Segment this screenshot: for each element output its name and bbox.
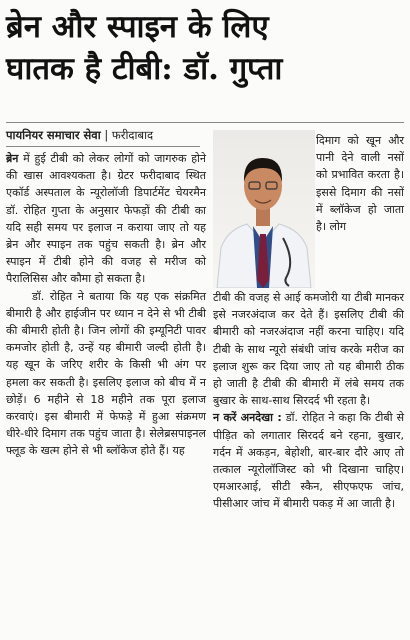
- left-paragraph-1-text: में हुई टीबी को लेकर लोगों को जागरुक होने की खास आवश्यकता है। ग्रेटर फरीदाबाद स्थित एकॉर्ड अस्पताल के न्यूरोलॉजी डिपार्टमेंट चेयरमैन डॉ. रोहित गुप्ता के अनुसार फेफड़ों की टीबी का यदि सही समय पर इलाज न कराया जाए तो यह ब्रेन और स्पाइन तक पहुंच सकती है। ब्रेन और स्पाइन में टीबी होने की वजह से मरीज को पैरालिसिस और कौमा हो सकता है।: [6, 152, 206, 286]
- headline-line-1: ब्रेन और स्पाइन के लिए: [6, 9, 269, 45]
- left-paragraph-1: [6, 150, 206, 288]
- left-column: [6, 150, 206, 460]
- byline-rule: [6, 146, 200, 147]
- headline-rule: [6, 122, 404, 123]
- author-photo: [213, 130, 315, 288]
- lead-word: ब्रेन: [6, 152, 19, 165]
- portrait-image: [213, 130, 315, 288]
- headline-line-2: घातक है टीबी: डॉ. गुप्ता: [6, 51, 283, 87]
- right-paragraph-2: [213, 409, 404, 512]
- byline-separator: |: [100, 128, 112, 142]
- right-paragraph-1: टीबी की वजह से आई कमजोरी या टीबी मानकर इसे नजरअंदाज कर देते हैं। इसलिए टीबी की बीमारी को नजरअंदाज नहीं करना चाहिए। यदि टीबी के साथ न्यूरो संबंधी जांच करके मरीज का इलाज शुरू कर दिया जाए तो यह बीमारी ठीक हो जाती है टीबी की बीमारी में लंबे समय तक बुखार के साथ-साथ सिरदर्द भी रहता है।: [213, 291, 404, 408]
- neck-shape: [256, 208, 270, 226]
- right-column-narrow: दिमाग को खून और पानी देने वाली नसों को प्रभावित करता है। इससे दिमाग की नसों में ब्लॉकेज हो जाता है। लोग: [316, 134, 404, 234]
- left-paragraph-2: डॉ. रोहित ने बताया कि यह एक संक्रमित बीमारी है और हाईजीन पर ध्यान न देने से भी टीबी की बीमारी होती है। जिन लोगों की इम्यूनिटी पावर कमजोर होती है, उन्हें यह बीमारी जल्दी होती है। यह खून के जरिए शरीर के किसी भी अंग पर हमला कर सकती है। इसलिए इलाज को बीच में न छोड़ें। 6 महीने से 18 महीने तक पूरा इलाज करवाएं। इस बीमारी में फेफड़े में हुआ संक्रमण धीरे-धीरे दिमाग तक पहुंच जाता है। सेलेब्रसपाइनल फ्लूड के खत्म होने से भी ब्लॉकेज होते हैं। यह: [6, 289, 206, 458]
- right-paragraph-2-text: डॉ. रोहित ने कहा कि टीबी से पीड़ित को लगातार सिरदर्द बने रहना, बुखार, गर्दन में अकड़न, बेहोशी, बार-बार दौरे आए तो तत्काल न्यूरोलॉजिस्ट को भी दिखाना चाहिए। एमआरआई, सीटी स्कैन, सीएफएफ जांच, पीसीआर जांच में बीमारी पकड़ में आ जाती है।: [213, 411, 405, 511]
- article-headline: [6, 6, 404, 90]
- subhead: न करें अनदेखा :: [213, 411, 282, 425]
- byline-location: फरीदाबाद: [111, 128, 154, 142]
- byline: [6, 128, 153, 143]
- right-column: [213, 289, 404, 513]
- byline-source: पायनियर समाचार सेवा: [6, 128, 101, 142]
